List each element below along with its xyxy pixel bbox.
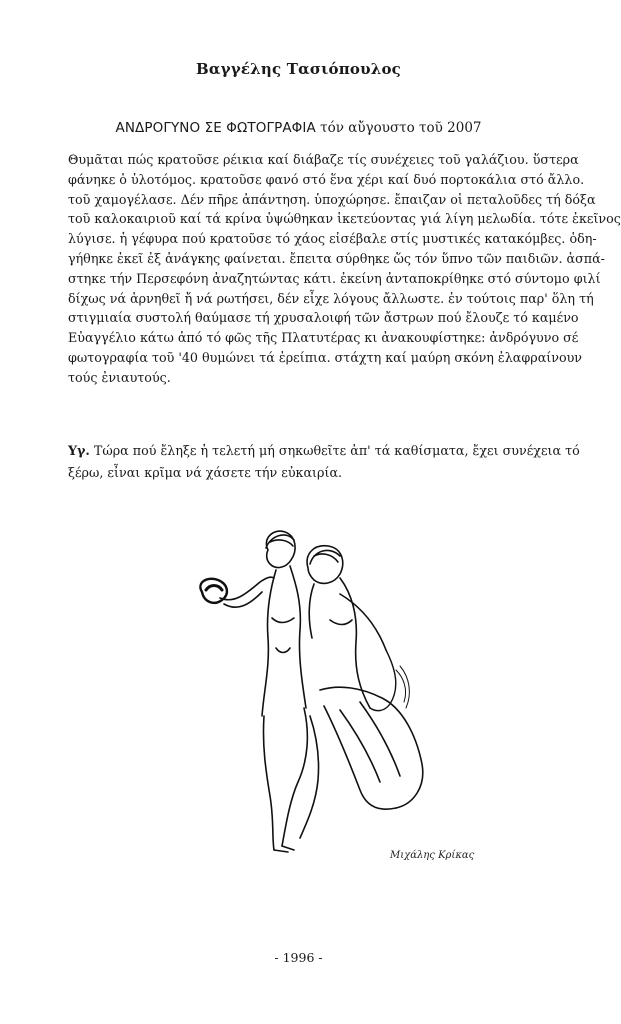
right-figure-hair xyxy=(310,550,340,564)
page-number: - 1996 - xyxy=(274,950,323,965)
body-line: Θυμᾶται πώς κρατοῦσε ρέικια καί διάβαζε τίς συνέχειες τοῦ γαλάζιου. ὕστερα xyxy=(68,152,579,167)
ink-drawing-two-figures xyxy=(190,520,475,870)
postscript-line xyxy=(68,440,580,462)
body-line: στιγμιαία συστολή θαύμασε τή χρυσαλοιφή τῶν ἄστρων πού ἔλουζε τό καμένο xyxy=(68,310,579,326)
body-line: φωτογραφία τοῦ '40 θυμώνει τά ἐρείπια. στάχτη καί μαύρη σκόνη ἐλαφραίνουν xyxy=(68,349,583,365)
left-figure-hair xyxy=(266,535,294,548)
left-figure-torso xyxy=(262,570,276,716)
poem-title xyxy=(0,120,597,136)
body-line: γήθηκε ἐκεῖ ἐξ ἀνάγκης φαίνεται. ἔπειτα σύρθηκε ὥς τόν ὕπνο τῶν παιδιῶν. ἀσπά- xyxy=(68,250,605,266)
body-line: φάνηκε ὁ ὑλοτόμος. κρατοῦσε φανό στό ἕνα χέρι καί δυό πορτοκάλια στό ἄλλο. xyxy=(68,171,585,187)
right-figure-head xyxy=(307,546,343,584)
left-figure-arm xyxy=(220,577,274,600)
poem-body xyxy=(68,150,621,388)
poem-title-date: τόν αὔγουστο τοῦ 2007 xyxy=(320,120,482,136)
body-line: τοῦ χαμογέλασε. Δέν πῆρε ἀπάντηση. ὑποχώρησε. ἔπαιζαν οἱ πεταλοῦδες τή δόξα xyxy=(68,191,596,207)
postscript-label: Υγ. xyxy=(68,443,90,458)
poem-title-caps: ΑΝΔΡΟΓΥΝΟ ΣΕ ΦΩΤΟΓΡΑΦΙΑ xyxy=(115,120,316,136)
postscript-line: ξέρω, εἶναι κρῖμα νά χάσετε τήν εὐκαιρία. xyxy=(68,465,343,480)
body-line: τούς ἐνιαυτούς. xyxy=(68,369,171,385)
postscript xyxy=(68,440,580,484)
body-line: Εὐαγγέλιο κάτω ἀπό τό φῶς τῆς Πλατυτέρας κι ἀνακουφίστηκε: ἀνδρόγυνο σέ xyxy=(68,330,579,346)
body-line: δίχως νά ἀρνηθεῖ ἤ νά ρωτήσει, δέν εἶχε λόγους ἄλλωστε. ἐν τούτοις παρ' ὅλη τή xyxy=(68,290,594,306)
author-name: Βαγγέλης Τασιόπουλος xyxy=(196,60,401,78)
body-line: τοῦ καλοκαιριοῦ καί τά κρίνα ὑψώθηκαν ἱκετεύοντας γιά λίγη μελωδία. τότε ἐκεῖνος xyxy=(68,211,621,227)
body-line: στηκε τήν Περσεφόνη ἀναζητώντας κάτι. ἐκείνη ἀνταποκρίθηκε στό σύντομο φιλί xyxy=(68,270,601,286)
body-line: λύγισε. ἡ γέφυρα πού κρατοῦσε τό χάος εἰσέβαλε στίς μυστικές κατακόμβες. ὁδη- xyxy=(68,231,597,247)
postscript-text-1: Τώρα πού ἔληξε ἡ τελετή μή σηκωθεῖτε ἀπ' τά καθίσματα, ἔχει συνέχεια τό xyxy=(93,443,580,458)
left-figure-legs xyxy=(263,716,274,850)
ink-drawing-svg xyxy=(190,520,475,870)
drawing-signature: Μιχάλης Κρίκας xyxy=(390,850,475,861)
